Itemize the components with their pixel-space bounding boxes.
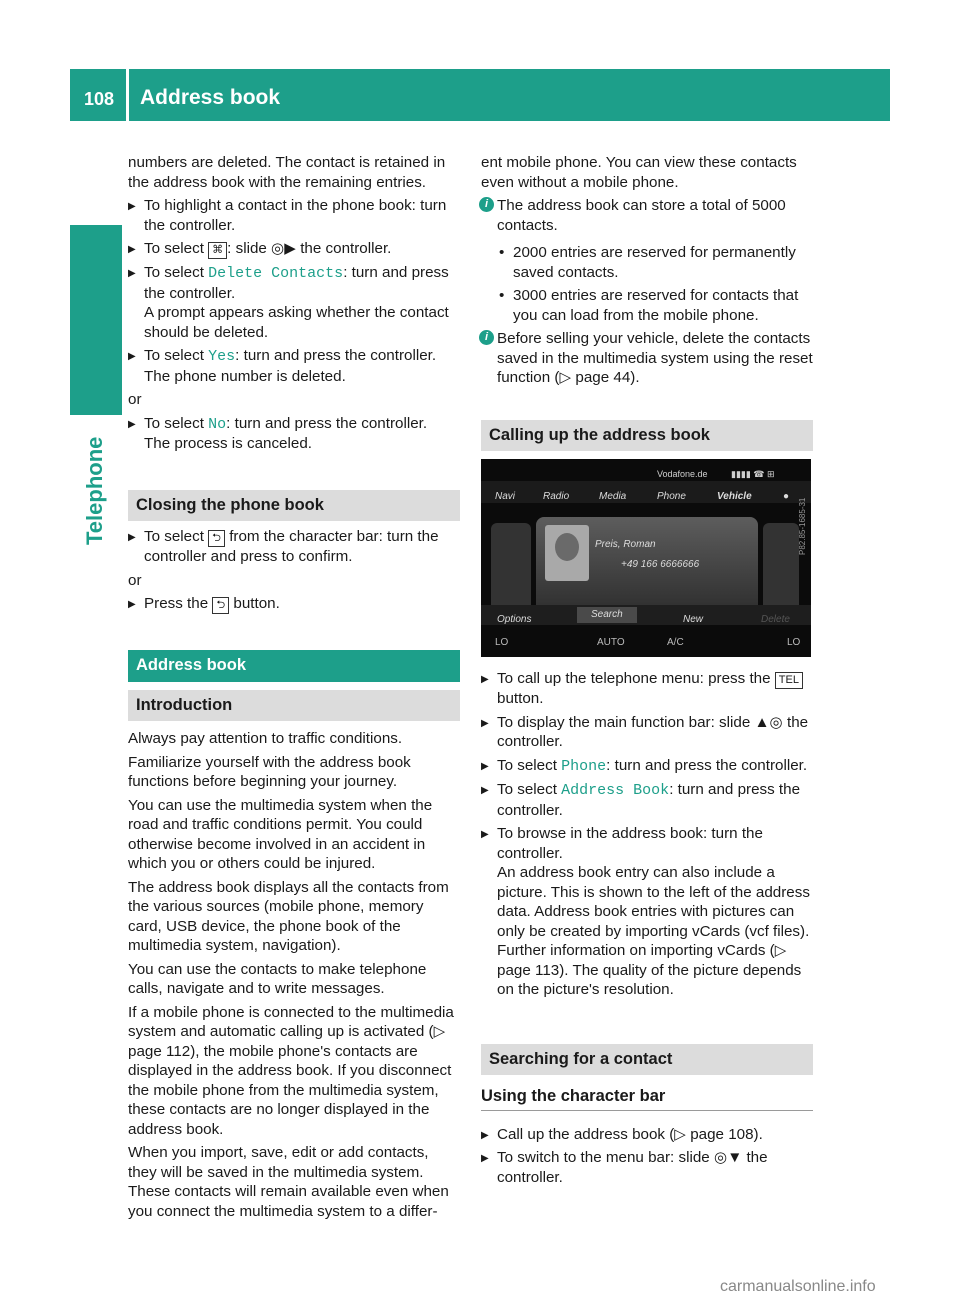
main-menu-bar [481, 481, 811, 503]
paragraph: Familiarize yourself with the address book functions before beginning your journey. [128, 753, 411, 790]
subheading-character-bar: Using the character bar [481, 1083, 813, 1111]
menu-navi: Navi [495, 491, 516, 502]
step: ▶ To highlight a contact in the phone book: turn the controller. [128, 196, 460, 235]
bullet-item: • 3000 entries are reserved for contacts that you can load from the mobile phone. [481, 286, 813, 325]
bar-new: New [683, 614, 704, 625]
paragraph: When you import, save, edit or add contacts, they will be saved in the multimedia system. These contacts will remain available even when you connect the multimedia system to a differ- [128, 1144, 449, 1220]
heading-introduction: Introduction [128, 690, 460, 722]
menu-media: Media [599, 491, 627, 502]
info-note: i The address book can store a total of 5000 contacts. [481, 196, 813, 235]
back-icon: ⮌ [208, 530, 225, 547]
contact-picture [545, 525, 589, 581]
heading-address-book: Address book [128, 650, 460, 682]
step: ▶ To switch to the menu bar: slide ◎▼ the controller. [481, 1148, 813, 1187]
info-note: i Before selling your vehicle, delete the contacts saved in the multimedia system using the reset function (▷ page 44). [481, 329, 813, 388]
paragraph: ent mobile phone. You can view these contacts even without a mobile phone. [481, 154, 797, 191]
step: ▶ To select Phone: turn and press the controller. [481, 756, 813, 777]
step: ▶ To select Yes: turn and press the controller. The phone number is deleted. [128, 346, 460, 386]
menu-item-address-book: Address Book [561, 782, 670, 799]
info-icon: i [479, 197, 494, 212]
signal-icon: ▮▮▮▮ ☎ ⊞ [731, 469, 775, 479]
step: ▶ Call up the address book (▷ page 108). [481, 1125, 813, 1145]
left-column [128, 153, 460, 1225]
step: ▶ To call up the telephone menu: press the TEL button. [481, 669, 813, 709]
step: ▶ To display the main function bar: slide ▲◎ the controller. [481, 713, 813, 752]
page-header [70, 69, 890, 121]
menu-item-phone: Phone [561, 757, 607, 775]
bar-delete: Delete [761, 614, 790, 625]
tel-key-icon: TEL [775, 672, 803, 689]
paragraph: The address book displays all the contacts from the various sources (mobile phone, memory card, USB device, the phone book of the multimedia system, navigation). [128, 878, 449, 954]
status-bar [481, 459, 811, 481]
section-tab [70, 225, 122, 415]
step: ▶ To select ⮌ from the character bar: turn the controller and press to confirm. [128, 527, 460, 567]
contact-number: +49 166 6666666 [621, 559, 700, 570]
paragraph: You can use the multimedia system when the road and traffic conditions permit. You could otherwise become involved in an accident in which you or others could be injured. [128, 796, 433, 872]
menu-icon: ⌘ [208, 242, 227, 259]
carrier-label: Vodafone.de [657, 469, 708, 479]
step: ▶ Press the ⮌ button. [128, 594, 460, 614]
right-column [481, 153, 813, 1191]
step: ▶ To select Address Book: turn and press the controller. [481, 780, 813, 820]
image-code: P82.85-1685-31 [798, 497, 807, 555]
menu-phone: Phone [657, 491, 686, 502]
back-button-icon: ⮌ [212, 597, 229, 614]
paragraph: You can use the contacts to make telephone calls, navigate and to write messages. [128, 960, 427, 997]
menu-radio: Radio [543, 491, 570, 502]
step: ▶ To select No: turn and press the controller. The process is canceled. [128, 414, 460, 454]
climate-bar: LO AUTO A/C LO [495, 637, 801, 648]
info-icon: i [479, 330, 494, 345]
step: ▶ To browse in the address book: turn the controller. An address book entry can also include a picture. This is shown to the left of the address data. Address book entries with pictures can only be created by importing vCards (vcf files). Further information on importing vCards (▷ page 113). The quality of the picture depends on the picture's resolution. [481, 824, 813, 1000]
header-separator [126, 69, 129, 121]
bar-options: Options [497, 614, 532, 625]
or-text: or [128, 391, 142, 408]
function-bar [481, 605, 811, 625]
menu-item-yes: Yes [208, 348, 236, 365]
heading-searching-contact: Searching for a contact [481, 1044, 813, 1076]
paragraph: numbers are deleted. The contact is retained in the address book with the remaining entries. [128, 154, 446, 191]
prev-contact-card [491, 523, 531, 611]
bar-search: Search [577, 607, 637, 623]
contact-name: Preis, Roman [595, 539, 656, 550]
page-number: 108 [84, 89, 115, 109]
page-title: Address book [140, 86, 281, 109]
menu-vehicle: Vehicle [717, 491, 752, 502]
menu-item-delete-contacts: Delete Contacts [208, 265, 344, 282]
section-label: Telephone [82, 436, 107, 545]
or-text: or [128, 571, 142, 589]
paragraph: If a mobile phone is connected to the multimedia system and automatic calling up is activated (▷ page 112), the mobile phone's contacts are displayed in the address book. If you disconnect the mobile phone from the multimedia system, these contacts are no longer displayed in the address book. [128, 1003, 454, 1138]
watermark: carmanualsonline.info [720, 1278, 876, 1295]
menu-item-no: No [208, 415, 227, 433]
settings-icon: ● [783, 491, 790, 502]
paragraph: Always pay attention to traffic conditions. [128, 730, 403, 747]
multimedia-screenshot [481, 459, 811, 657]
heading-calling-address-book: Calling up the address book [481, 420, 813, 452]
step: ▶ To select Delete Contacts: turn and press the controller. A prompt appears asking whether the contact should be deleted. [128, 263, 460, 342]
step: ▶ To select ⌘ : slide ◎▶ the controller. [128, 239, 460, 259]
bullet-item: • 2000 entries are reserved for permanently saved contacts. [481, 243, 813, 282]
heading-closing-phone-book: Closing the phone book [128, 490, 460, 522]
